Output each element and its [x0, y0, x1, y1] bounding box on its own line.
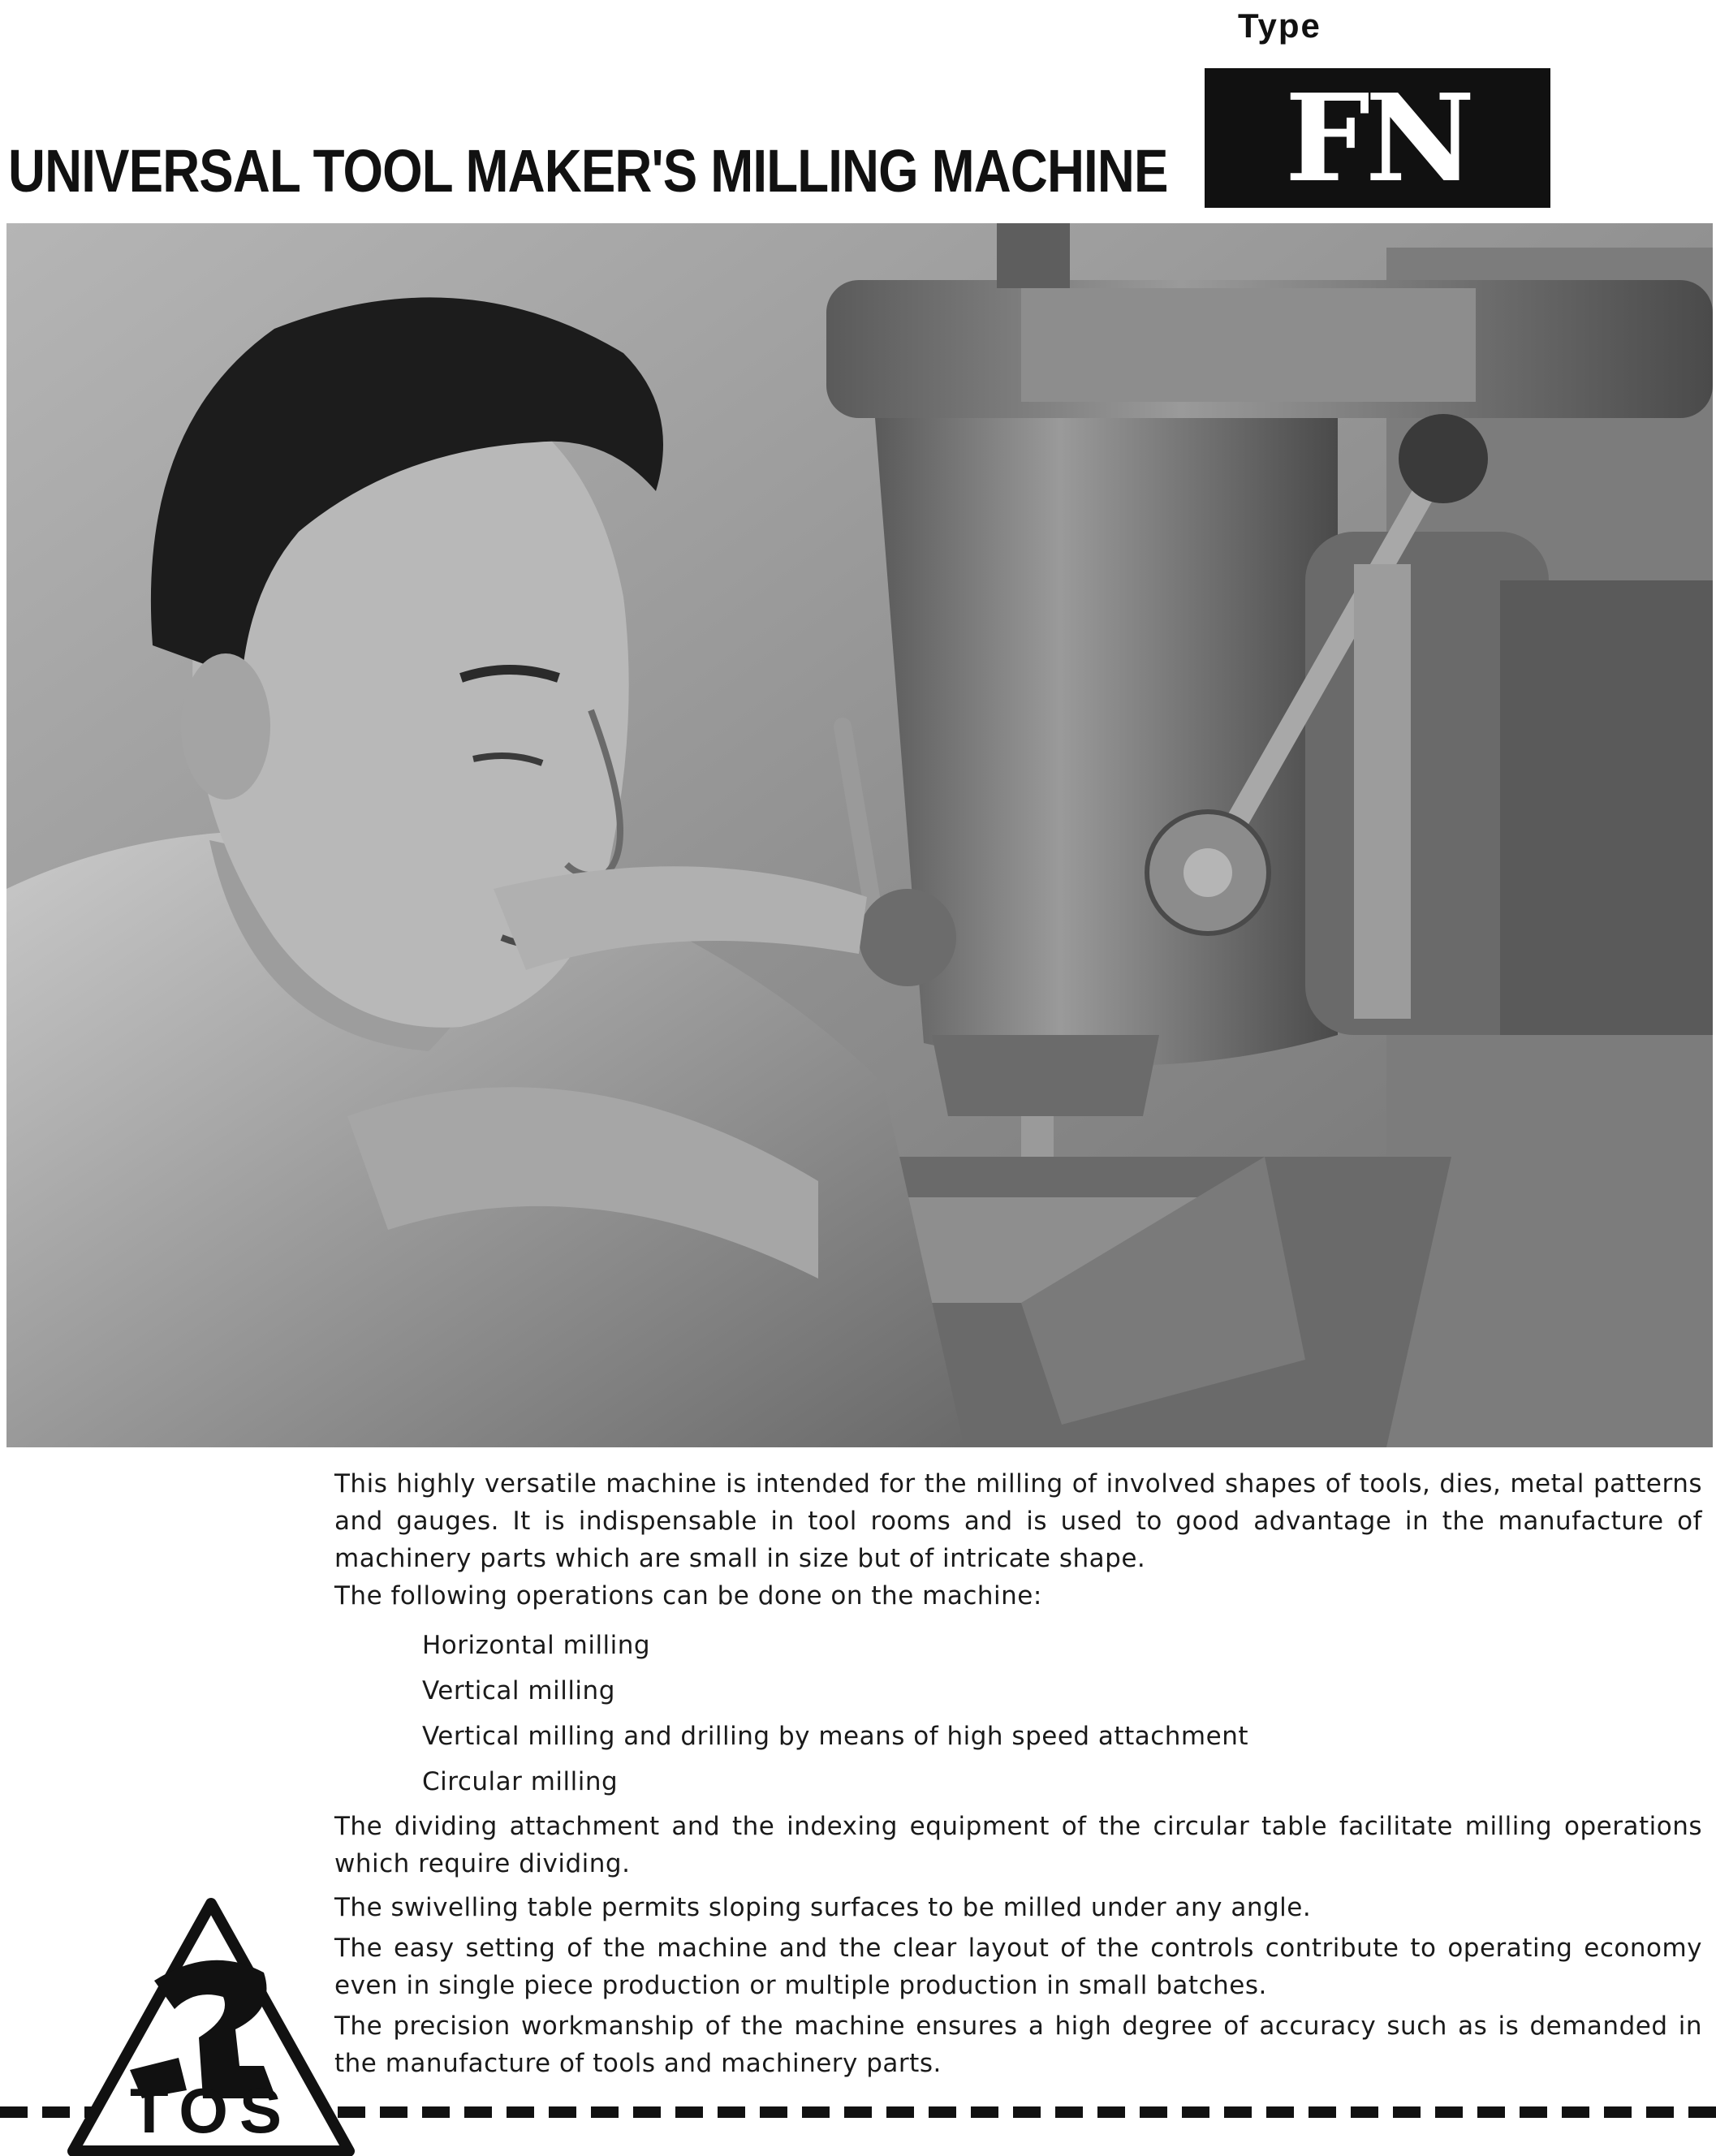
operation-item: Horizontal milling	[422, 1631, 651, 1660]
dividing-paragraph: The dividing attachment and the indexing equipment of the circular table facilitate milling operations which require dividing.	[334, 1812, 1702, 1878]
precision-paragraph: The precision workmanship of the machine ensures a high degree of accuracy such as is demanded in the manufacture of tools and machinery parts.	[334, 2012, 1702, 2078]
model-number-badge: FN	[1205, 68, 1550, 208]
operations-lead: The following operations can be done on the machine:	[334, 1581, 1042, 1611]
swivelling-paragraph: The swivelling table permits sloping surfaces to be milled under any angle.	[334, 1893, 1312, 1922]
logo-wordmark: TOS	[130, 2075, 293, 2146]
operation-item: Vertical milling	[422, 1676, 615, 1705]
operations-list	[334, 1623, 1702, 1805]
type-label: Type	[1238, 6, 1321, 45]
intro-paragraph: This highly versatile machine is intended for the milling of involved shapes of tools, dies, metal patterns and gauges. It is indispensable in tool rooms and is used to good advantage in the manufacture of machinery parts which are small in size but of intricate shape.	[334, 1469, 1702, 1573]
description-text	[334, 1465, 1702, 2082]
product-photo	[6, 223, 1713, 1447]
setting-paragraph: The easy setting of the machine and the clear layout of the controls contribute to operating economy even in single piece production or multiple production in small batches.	[334, 1934, 1702, 2000]
operation-item: Circular milling	[422, 1767, 619, 1796]
operation-item: Vertical milling and drilling by means of high speed attachment	[422, 1722, 1248, 1751]
page-title: UNIVERSAL TOOL MAKER'S MILLING MACHINE	[8, 137, 1168, 205]
